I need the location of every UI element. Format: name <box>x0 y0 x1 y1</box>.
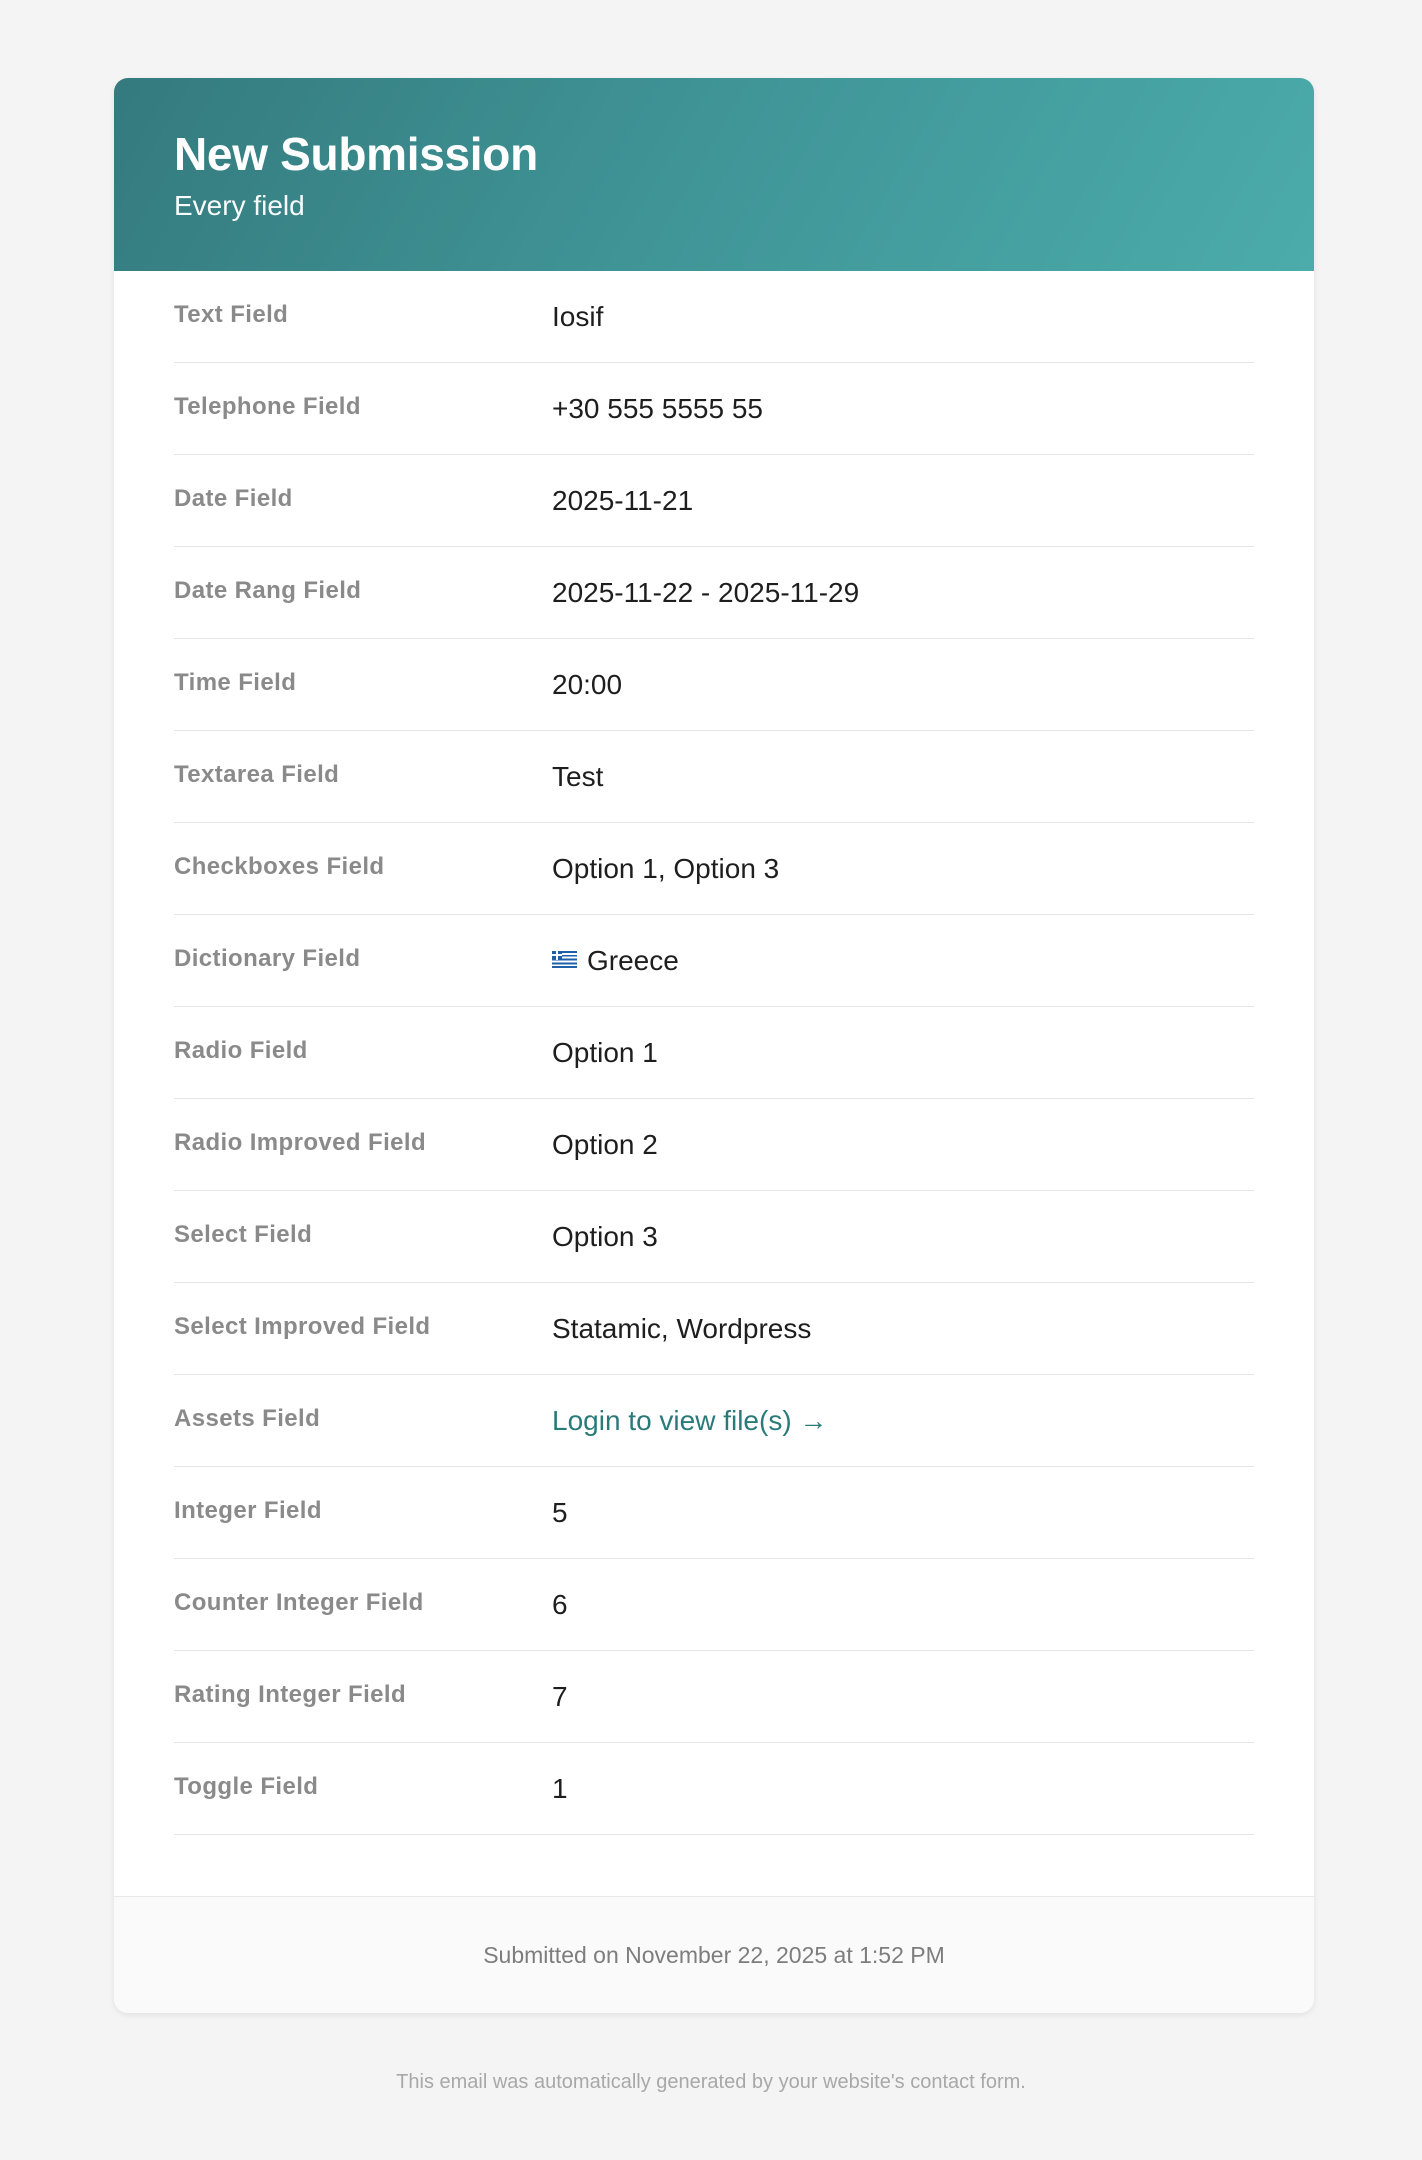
field-row <box>174 1283 1254 1375</box>
field-value: 7 <box>552 1680 568 1712</box>
field-row <box>174 731 1254 823</box>
field-label: Textarea Field <box>174 760 340 788</box>
field-value: 2025-11-22 - 2025-11-29 <box>552 576 860 608</box>
field-row <box>174 271 1254 363</box>
field-label: Telephone Field <box>174 392 361 420</box>
fields-list <box>114 271 1314 1835</box>
field-row <box>174 1559 1254 1651</box>
field-row <box>174 1099 1254 1191</box>
field-row <box>174 1467 1254 1559</box>
field-row <box>174 915 1254 1007</box>
field-label: Text Field <box>174 300 289 328</box>
field-row <box>174 639 1254 731</box>
field-row <box>174 455 1254 547</box>
field-row <box>174 363 1254 455</box>
field-label: Assets Field <box>174 1404 321 1432</box>
field-value: 6 <box>552 1588 568 1620</box>
field-label: Integer Field <box>174 1496 322 1524</box>
page-title: New Submission <box>174 128 538 180</box>
field-row <box>174 1375 1254 1467</box>
view-files-link[interactable]: Login to view file(s) → <box>552 1404 828 1436</box>
card-footer <box>114 1896 1314 2013</box>
field-value: 20:00 <box>552 668 623 700</box>
auto-generated-note: This email was automatically generated by your website's contact form. <box>396 2071 1026 2093</box>
field-value: Option 2 <box>552 1128 658 1160</box>
field-value: Iosif <box>552 300 604 332</box>
submitted-timestamp: Submitted on November 22, 2025 at 1:52 PM <box>483 1941 945 1968</box>
field-value: Option 1, Option 3 <box>552 852 780 884</box>
field-value: +30 555 5555 55 <box>552 392 763 424</box>
field-row <box>174 1007 1254 1099</box>
field-label: Select Improved Field <box>174 1312 431 1340</box>
field-value: Test <box>552 760 604 792</box>
field-value: 2025-11-21 <box>552 484 694 516</box>
field-value: 5 <box>552 1496 568 1528</box>
field-value: Option 1 <box>552 1036 658 1068</box>
field-value-dictionary <box>552 945 679 977</box>
field-value-text: Greece <box>587 944 679 976</box>
field-label: Date Field <box>174 484 293 512</box>
field-row <box>174 823 1254 915</box>
field-label: Select Field <box>174 1220 313 1248</box>
field-label: Radio Improved Field <box>174 1128 427 1156</box>
field-label: Checkboxes Field <box>174 852 385 880</box>
field-label: Toggle Field <box>174 1772 319 1800</box>
submission-card <box>114 78 1314 2013</box>
greece-flag-icon <box>552 951 577 968</box>
field-label: Rating Integer Field <box>174 1680 407 1708</box>
field-row <box>174 1743 1254 1835</box>
field-value: 1 <box>552 1772 568 1804</box>
field-label: Dictionary Field <box>174 944 361 972</box>
field-label: Time Field <box>174 668 297 696</box>
field-value: Statamic, Wordpress <box>552 1312 812 1344</box>
field-label: Date Rang Field <box>174 576 362 604</box>
field-row <box>174 1191 1254 1283</box>
field-value: Option 3 <box>552 1220 658 1252</box>
field-row <box>174 547 1254 639</box>
field-row <box>174 1651 1254 1743</box>
field-label: Counter Integer Field <box>174 1588 424 1616</box>
form-name: Every field <box>174 190 305 221</box>
card-header <box>114 78 1314 271</box>
field-label: Radio Field <box>174 1036 308 1064</box>
